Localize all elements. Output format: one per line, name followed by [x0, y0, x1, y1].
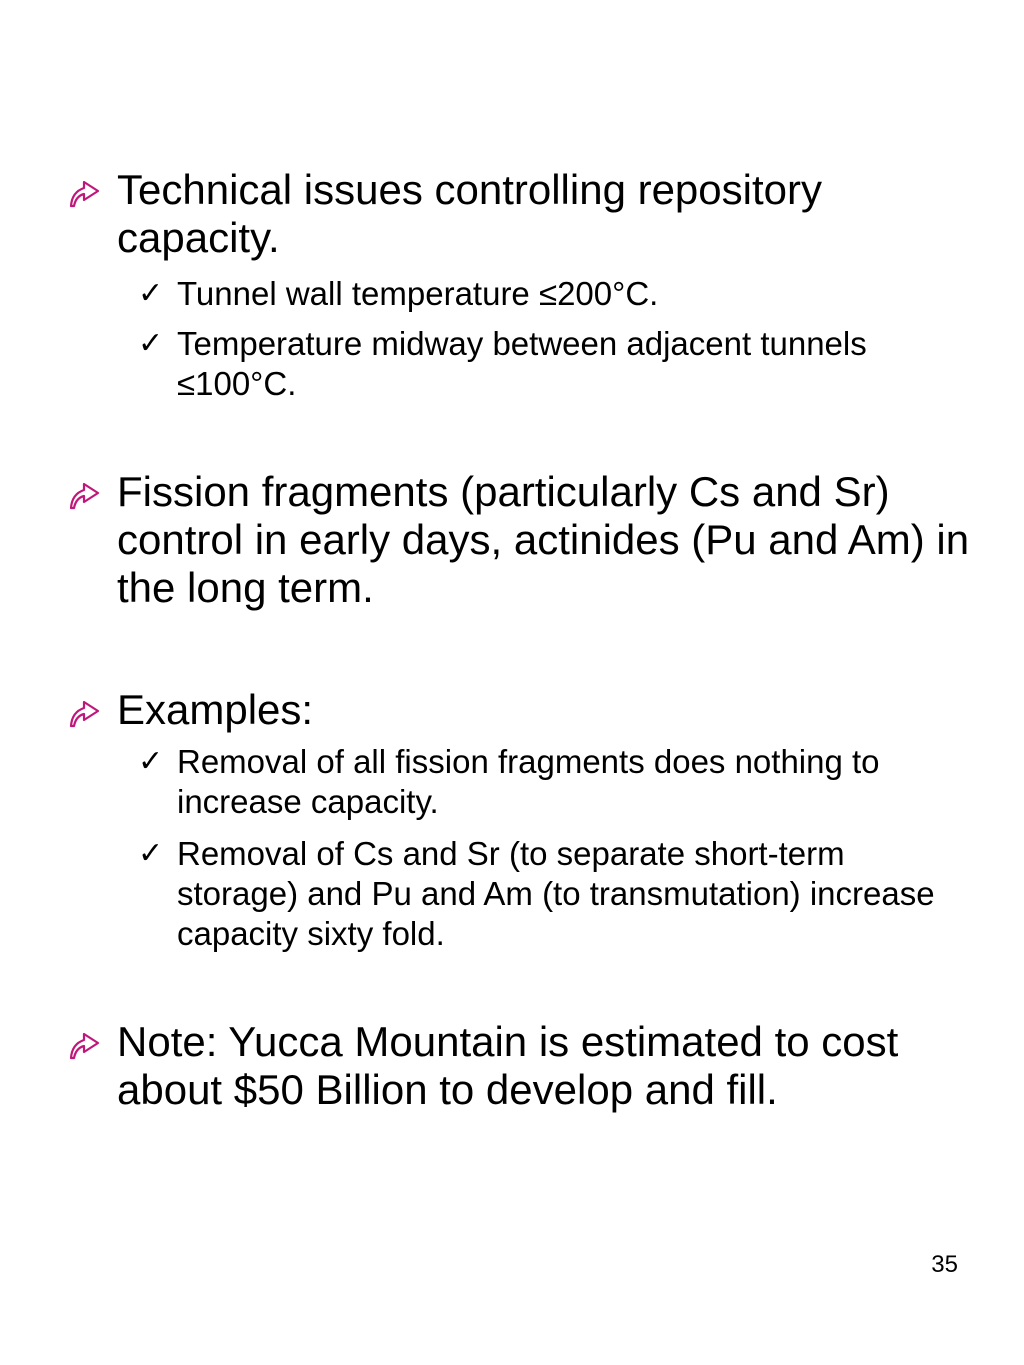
checkmark-icon: ✓ — [138, 327, 164, 360]
bullet-text: Examples: — [117, 686, 314, 733]
bullet-text: Note: Yucca Mountain is estimated to cost about $50 Billion to develop and fill. — [117, 1018, 899, 1113]
curved-arrow-icon — [66, 698, 102, 728]
page-number: 35 — [931, 1251, 958, 1278]
checkmark-icon: ✓ — [138, 745, 164, 778]
sub-text: Removal of Cs and Sr (to separate short-term storage) and Pu and Am (to transmutation) increase capacity sixty fold. — [177, 835, 935, 952]
curved-arrow-icon — [66, 178, 102, 208]
checkmark-icon: ✓ — [138, 837, 164, 870]
bullet-text: Technical issues controlling repository capacity. — [117, 166, 822, 261]
checkmark-icon: ✓ — [138, 277, 164, 310]
curved-arrow-icon — [66, 1030, 102, 1060]
sub-text: Temperature midway between adjacent tunnels ≤100°C. — [177, 325, 867, 402]
bullet-text: Fission fragments (particularly Cs and Sr) control in early days, actinides (Pu and Am) in the long term. — [117, 468, 970, 611]
sub-text: Removal of all fission fragments does nothing to increase capacity. — [177, 743, 880, 820]
sub-text: Tunnel wall temperature ≤200°C. — [177, 275, 659, 312]
curved-arrow-icon — [66, 480, 102, 510]
